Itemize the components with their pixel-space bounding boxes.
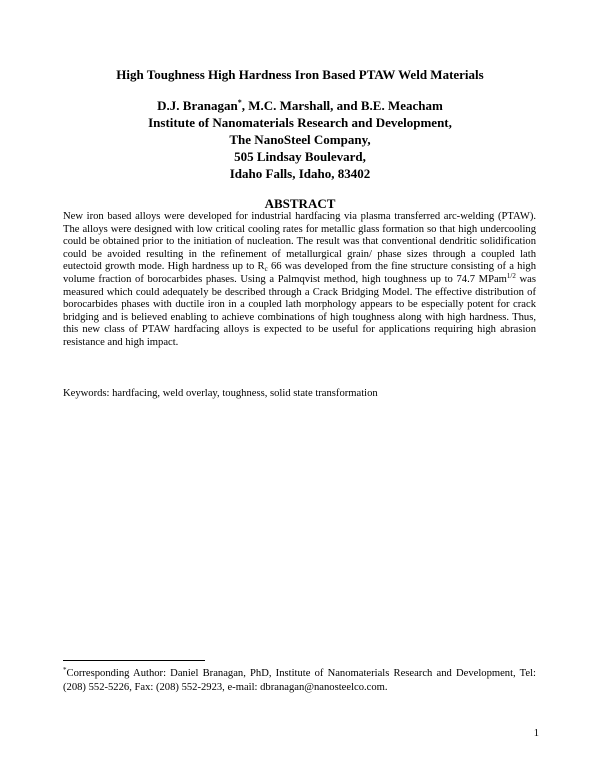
affiliation-line-street: 505 Lindsay Boulevard, [234,149,366,164]
co-authors: , M.C. Marshall, and B.E. Meacham [241,98,443,113]
toughness-unit-superscript: 1/2 [506,271,516,280]
footnote-divider [63,660,205,661]
keywords-line: Keywords: hardfacing, weld overlay, toughness, solid state transformation [63,388,378,399]
abstract-text-part2: 66 was developed from the fine structure consisting of a high volume fraction of borocarbides phases. Using a Palmqvist method, high toughness up to 74.7 MPam [63,261,536,285]
abstract-text-part3: was measured which could adequately be described through a Crack Bridging Model. The effective distribution of borocarbides phases with ductile iron in a coupled lath morphology appears to be especially potent for crack bridging and is believed enabling to achieve combinations of high toughness along with high hardness. Thus, this new class of PTAW hardfacing alloys is expected to be useful for applications requiring high abrasion resistance and high impact. [63,273,537,348]
author-line [0,97,600,114]
author-block [0,97,600,182]
footnote-marker: * [63,666,67,674]
paper-title: High Toughness High Hardness Iron Based PTAW Weld Materials [116,67,484,82]
abstract-text-part1: New iron based alloys were developed for industrial hardfacing via plasma transferred arc-welding (PTAW). The alloys were designed with low critical cooling rates for metallic glass formation so that high undercooling could be obtained prior to the initiation of nucleation. The result was that conventional dendritic solidification could be avoided resulting in the refinement of metallurgical grain/ phase sizes through a coupled lath eutectoid growth mode. High hardness up to R [63,211,536,273]
page-number: 1 [533,728,539,739]
footnote-text: Corresponding Author: Daniel Branagan, PhD, Institute of Nanomaterials Research and Development, Tel: (208) 552-5226, Fax: (208) 552-2923, e-mail: dbranagan@nanosteelco.com. [63,668,536,693]
affiliation-line-company: The NanoSteel Company, [229,132,371,147]
affiliation-line-institute: Institute of Nanomaterials Research and Development, [148,115,452,130]
lead-author: D.J. Branagan [157,98,238,113]
footnote [63,667,536,694]
affiliation-line-city: Idaho Falls, Idaho, 83402 [229,166,371,181]
abstract-body [63,211,536,350]
hardness-scale-subscript: c [264,265,268,274]
abstract-heading: ABSTRACT [264,196,336,211]
corresponding-author-marker: * [237,98,242,107]
